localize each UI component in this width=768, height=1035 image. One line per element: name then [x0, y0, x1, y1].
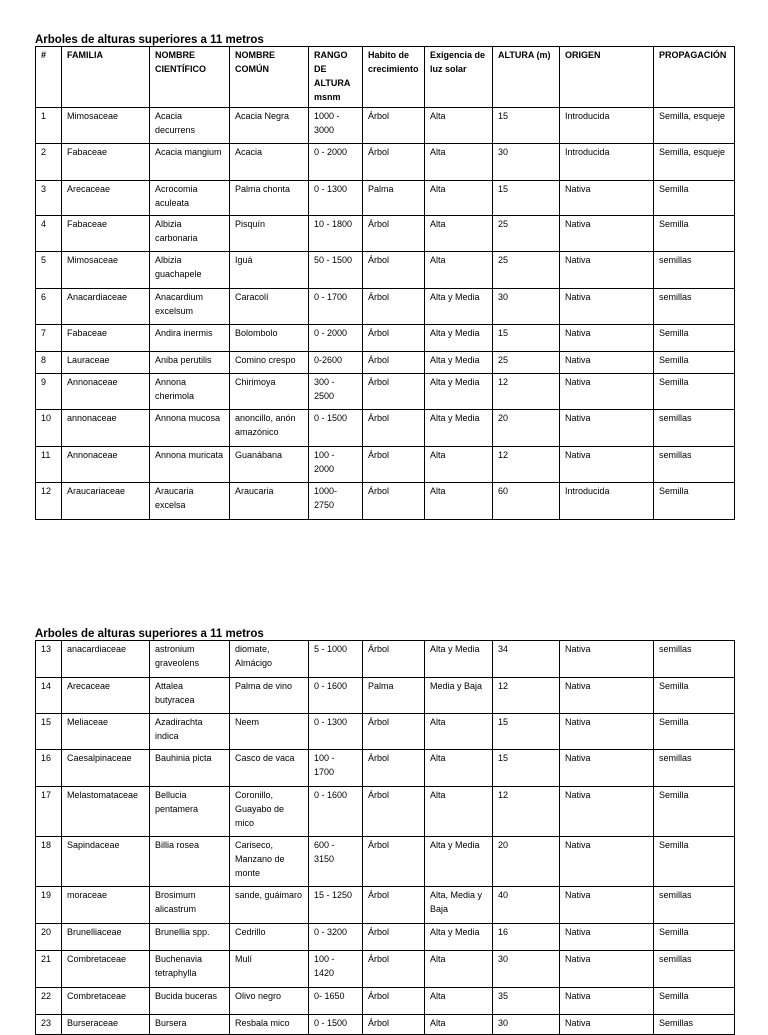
cell-common-name: Palma chonta [230, 181, 309, 216]
cell-origin: Nativa [560, 410, 654, 447]
cell-scientific-name: Albizia carbonaria [150, 216, 230, 252]
cell-altitude-range: 0 - 1700 [309, 289, 363, 325]
cell-family: Anacardiaceae [62, 289, 150, 325]
cell-altitude-range: 0 - 1300 [309, 181, 363, 216]
cell-light-requirement: Alta [425, 787, 493, 837]
table-row [36, 887, 735, 924]
cell-family: moraceae [62, 887, 150, 924]
cell-number: 20 [36, 924, 62, 951]
cell-growth-habit: Árbol [363, 887, 425, 924]
cell-propagation: Semilla [654, 483, 735, 520]
cell-scientific-name: Andira inermis [150, 325, 230, 352]
cell-propagation: Semillas [654, 1015, 735, 1035]
cell-family: Fabaceae [62, 325, 150, 352]
cell-altitude-range: 600 - 3150 [309, 837, 363, 887]
cell-growth-habit: Árbol [363, 750, 425, 787]
header-scientific-name: NOMBRE CIENTÍFICO [150, 47, 230, 108]
cell-height: 15 [493, 108, 560, 144]
cell-origin: Nativa [560, 1015, 654, 1035]
cell-family: Annonaceae [62, 374, 150, 410]
cell-number: 3 [36, 181, 62, 216]
cell-scientific-name: Annona cherimola [150, 374, 230, 410]
cell-height: 35 [493, 988, 560, 1015]
cell-altitude-range: 0 - 1300 [309, 714, 363, 750]
cell-number: 13 [36, 641, 62, 678]
cell-height: 15 [493, 714, 560, 750]
cell-common-name: Mulí [230, 951, 309, 988]
cell-light-requirement: Alta [425, 750, 493, 787]
cell-light-requirement: Alta y Media [425, 289, 493, 325]
cell-common-name: Guanábana [230, 447, 309, 483]
cell-common-name: anoncillo, anón amazónico [230, 410, 309, 447]
cell-number: 15 [36, 714, 62, 750]
cell-scientific-name: astronium graveolens [150, 641, 230, 678]
cell-scientific-name: Annona mucosa [150, 410, 230, 447]
cell-light-requirement: Alta [425, 216, 493, 252]
cell-growth-habit: Árbol [363, 1015, 425, 1035]
cell-propagation: semillas [654, 951, 735, 988]
cell-growth-habit: Árbol [363, 289, 425, 325]
cell-growth-habit: Árbol [363, 787, 425, 837]
cell-propagation: semillas [654, 887, 735, 924]
cell-altitude-range: 0-2600 [309, 352, 363, 374]
header-propagation: PROPAGACIÓN [654, 47, 735, 108]
header-common-name: NOMBRE COMÚN [230, 47, 309, 108]
cell-height: 12 [493, 447, 560, 483]
cell-origin: Nativa [560, 678, 654, 714]
cell-origin: Nativa [560, 988, 654, 1015]
cell-height: 12 [493, 374, 560, 410]
cell-origin: Introducida [560, 483, 654, 520]
cell-origin: Nativa [560, 951, 654, 988]
cell-scientific-name: Azadirachta indica [150, 714, 230, 750]
cell-origin: Introducida [560, 108, 654, 144]
cell-propagation: Semilla [654, 714, 735, 750]
cell-common-name: Neem [230, 714, 309, 750]
cell-height: 30 [493, 144, 560, 181]
cell-common-name: Caracolí [230, 289, 309, 325]
cell-common-name: Comino crespo [230, 352, 309, 374]
cell-height: 25 [493, 252, 560, 289]
cell-propagation: Semilla [654, 988, 735, 1015]
table-row [36, 325, 735, 352]
cell-altitude-range: 0 - 1500 [309, 410, 363, 447]
cell-height: 30 [493, 1015, 560, 1035]
cell-height: 60 [493, 483, 560, 520]
cell-light-requirement: Alta [425, 988, 493, 1015]
cell-number: 21 [36, 951, 62, 988]
cell-height: 25 [493, 216, 560, 252]
cell-scientific-name: Aniba perutilis [150, 352, 230, 374]
table-row [36, 678, 735, 714]
cell-altitude-range: 100 - 1700 [309, 750, 363, 787]
cell-height: 20 [493, 837, 560, 887]
cell-height: 12 [493, 678, 560, 714]
cell-light-requirement: Alta, Media y Baja [425, 887, 493, 924]
cell-scientific-name: Albizia guachapele [150, 252, 230, 289]
cell-family: Meliaceae [62, 714, 150, 750]
cell-altitude-range: 5 - 1000 [309, 641, 363, 678]
cell-altitude-range: 10 - 1800 [309, 216, 363, 252]
cell-number: 14 [36, 678, 62, 714]
cell-number: 12 [36, 483, 62, 520]
cell-height: 25 [493, 352, 560, 374]
cell-origin: Nativa [560, 641, 654, 678]
cell-number: 17 [36, 787, 62, 837]
cell-family: Fabaceae [62, 144, 150, 181]
cell-family: anacardiaceae [62, 641, 150, 678]
cell-scientific-name: Acacia decurrens [150, 108, 230, 144]
table-row [36, 447, 735, 483]
trees-table-2 [35, 640, 735, 1035]
cell-propagation: Semilla [654, 678, 735, 714]
cell-common-name: Acacia Negra [230, 108, 309, 144]
table-row [36, 216, 735, 252]
cell-origin: Nativa [560, 787, 654, 837]
cell-growth-habit: Árbol [363, 410, 425, 447]
cell-origin: Nativa [560, 181, 654, 216]
cell-common-name: Chirimoya [230, 374, 309, 410]
cell-growth-habit: Árbol [363, 924, 425, 951]
cell-family: Mimosaceae [62, 252, 150, 289]
cell-family: Arecaceae [62, 181, 150, 216]
cell-common-name: Araucaria [230, 483, 309, 520]
cell-number: 6 [36, 289, 62, 325]
table-row [36, 410, 735, 447]
cell-family: Mimosaceae [62, 108, 150, 144]
cell-growth-habit: Árbol [363, 641, 425, 678]
cell-light-requirement: Alta [425, 1015, 493, 1035]
cell-number: 7 [36, 325, 62, 352]
header-altitude-range: RANGO DE ALTURA msnm [309, 47, 363, 108]
cell-origin: Nativa [560, 714, 654, 750]
cell-height: 15 [493, 325, 560, 352]
table-row [36, 787, 735, 837]
cell-common-name: Resbala mico [230, 1015, 309, 1035]
cell-altitude-range: 0 - 2000 [309, 144, 363, 181]
cell-altitude-range: 0- 1650 [309, 988, 363, 1015]
table-row [36, 714, 735, 750]
table-row [36, 750, 735, 787]
cell-family: Arecaceae [62, 678, 150, 714]
cell-growth-habit: Árbol [363, 483, 425, 520]
cell-height: 34 [493, 641, 560, 678]
cell-scientific-name: Acacia mangium [150, 144, 230, 181]
cell-common-name: Coronillo, Guayabo de mico [230, 787, 309, 837]
cell-growth-habit: Árbol [363, 374, 425, 410]
cell-altitude-range: 50 - 1500 [309, 252, 363, 289]
cell-common-name: Casco de vaca [230, 750, 309, 787]
cell-origin: Nativa [560, 887, 654, 924]
cell-propagation: semillas [654, 750, 735, 787]
cell-family: Melastomataceae [62, 787, 150, 837]
cell-number: 10 [36, 410, 62, 447]
cell-growth-habit: Árbol [363, 144, 425, 181]
cell-altitude-range: 0 - 1600 [309, 678, 363, 714]
cell-family: Annonaceae [62, 447, 150, 483]
cell-altitude-range: 1000- 2750 [309, 483, 363, 520]
cell-common-name: Olivo negro [230, 988, 309, 1015]
cell-origin: Nativa [560, 924, 654, 951]
cell-propagation: semillas [654, 410, 735, 447]
cell-light-requirement: Alta [425, 252, 493, 289]
table-header-row [36, 47, 735, 108]
section-title: Arboles de alturas superiores a 11 metros [35, 34, 264, 46]
cell-common-name: Cariseco, Manzano de monte [230, 837, 309, 887]
cell-growth-habit: Árbol [363, 352, 425, 374]
cell-height: 16 [493, 924, 560, 951]
cell-scientific-name: Billia rosea [150, 837, 230, 887]
cell-family: Combretaceae [62, 988, 150, 1015]
cell-altitude-range: 15 - 1250 [309, 887, 363, 924]
cell-height: 30 [493, 289, 560, 325]
cell-growth-habit: Árbol [363, 447, 425, 483]
cell-light-requirement: Alta y Media [425, 374, 493, 410]
cell-scientific-name: Bauhinia picta [150, 750, 230, 787]
cell-scientific-name: Annona muricata [150, 447, 230, 483]
table-row [36, 951, 735, 988]
cell-origin: Nativa [560, 447, 654, 483]
cell-altitude-range: 100 - 1420 [309, 951, 363, 988]
cell-number: 19 [36, 887, 62, 924]
cell-number: 8 [36, 352, 62, 374]
cell-number: 11 [36, 447, 62, 483]
cell-origin: Nativa [560, 837, 654, 887]
cell-number: 9 [36, 374, 62, 410]
table-row [36, 181, 735, 216]
cell-altitude-range: 300 - 2500 [309, 374, 363, 410]
table-row [36, 252, 735, 289]
table-row [36, 108, 735, 144]
cell-propagation: Semilla [654, 216, 735, 252]
table-row [36, 289, 735, 325]
cell-altitude-range: 0 - 1500 [309, 1015, 363, 1035]
cell-common-name: Acacia [230, 144, 309, 181]
cell-light-requirement: Alta [425, 951, 493, 988]
cell-propagation: Semilla [654, 924, 735, 951]
cell-growth-habit: Palma [363, 678, 425, 714]
table-row [36, 144, 735, 181]
cell-number: 18 [36, 837, 62, 887]
cell-growth-habit: Árbol [363, 837, 425, 887]
cell-height: 12 [493, 787, 560, 837]
cell-light-requirement: Alta y Media [425, 352, 493, 374]
cell-growth-habit: Árbol [363, 108, 425, 144]
cell-height: 15 [493, 181, 560, 216]
cell-scientific-name: Bursera [150, 1015, 230, 1035]
cell-family: Lauraceae [62, 352, 150, 374]
cell-common-name: Bolombolo [230, 325, 309, 352]
cell-propagation: Semilla [654, 352, 735, 374]
cell-light-requirement: Alta [425, 714, 493, 750]
cell-origin: Introducida [560, 144, 654, 181]
cell-growth-habit: Árbol [363, 216, 425, 252]
cell-common-name: diomate, Almácigo [230, 641, 309, 678]
header-origin: ORIGEN [560, 47, 654, 108]
cell-scientific-name: Araucaria excelsa [150, 483, 230, 520]
cell-origin: Nativa [560, 252, 654, 289]
cell-altitude-range: 0 - 3200 [309, 924, 363, 951]
cell-propagation: Semilla [654, 787, 735, 837]
cell-scientific-name: Bellucia pentamera [150, 787, 230, 837]
cell-propagation: Semilla [654, 374, 735, 410]
cell-growth-habit: Árbol [363, 988, 425, 1015]
table-row [36, 641, 735, 678]
cell-light-requirement: Alta y Media [425, 410, 493, 447]
cell-height: 20 [493, 410, 560, 447]
cell-propagation: Semilla, esqueje [654, 108, 735, 144]
cell-light-requirement: Alta y Media [425, 325, 493, 352]
cell-light-requirement: Alta y Media [425, 837, 493, 887]
cell-light-requirement: Alta y Media [425, 924, 493, 951]
cell-number: 16 [36, 750, 62, 787]
cell-origin: Nativa [560, 325, 654, 352]
table-row [36, 924, 735, 951]
cell-family: Combretaceae [62, 951, 150, 988]
cell-growth-habit: Palma [363, 181, 425, 216]
cell-number: 22 [36, 988, 62, 1015]
cell-altitude-range: 100 - 2000 [309, 447, 363, 483]
cell-height: 30 [493, 951, 560, 988]
header-number: # [36, 47, 62, 108]
cell-family: Sapindaceae [62, 837, 150, 887]
cell-height: 40 [493, 887, 560, 924]
cell-propagation: Semilla [654, 837, 735, 887]
cell-scientific-name: Acrocomia aculeata [150, 181, 230, 216]
cell-family: Araucariaceae [62, 483, 150, 520]
cell-growth-habit: Árbol [363, 951, 425, 988]
cell-altitude-range: 0 - 2000 [309, 325, 363, 352]
cell-growth-habit: Árbol [363, 252, 425, 289]
cell-scientific-name: Buchenavia tetraphylla [150, 951, 230, 988]
table-row [36, 837, 735, 887]
cell-altitude-range: 0 - 1600 [309, 787, 363, 837]
cell-scientific-name: Anacardium excelsum [150, 289, 230, 325]
cell-light-requirement: Alta [425, 108, 493, 144]
table-row [36, 374, 735, 410]
cell-number: 4 [36, 216, 62, 252]
cell-origin: Nativa [560, 216, 654, 252]
trees-table-1 [35, 46, 735, 520]
cell-light-requirement: Media y Baja [425, 678, 493, 714]
cell-origin: Nativa [560, 352, 654, 374]
cell-origin: Nativa [560, 374, 654, 410]
cell-altitude-range: 1000 - 3000 [309, 108, 363, 144]
cell-common-name: Cedrillo [230, 924, 309, 951]
cell-height: 15 [493, 750, 560, 787]
table-row [36, 988, 735, 1015]
cell-propagation: semillas [654, 641, 735, 678]
cell-growth-habit: Árbol [363, 325, 425, 352]
cell-family: Brunelliaceae [62, 924, 150, 951]
cell-family: Burseraceae [62, 1015, 150, 1035]
table-row [36, 1015, 735, 1035]
cell-common-name: Iguá [230, 252, 309, 289]
cell-light-requirement: Alta y Media [425, 641, 493, 678]
cell-light-requirement: Alta [425, 181, 493, 216]
header-family: FAMILIA [62, 47, 150, 108]
cell-propagation: semillas [654, 252, 735, 289]
cell-common-name: Pisquín [230, 216, 309, 252]
table-row [36, 483, 735, 520]
cell-common-name: sande, guáimaro [230, 887, 309, 924]
cell-scientific-name: Brosimum alicastrum [150, 887, 230, 924]
header-growth-habit: Habito de crecimiento [363, 47, 425, 108]
cell-propagation: Semilla, esqueje [654, 144, 735, 181]
header-height: ALTURA (m) [493, 47, 560, 108]
cell-origin: Nativa [560, 289, 654, 325]
cell-common-name: Palma de vino [230, 678, 309, 714]
cell-number: 1 [36, 108, 62, 144]
table-row [36, 352, 735, 374]
header-light-requirement: Exigencia de luz solar [425, 47, 493, 108]
cell-number: 5 [36, 252, 62, 289]
cell-scientific-name: Brunellia spp. [150, 924, 230, 951]
cell-light-requirement: Alta [425, 447, 493, 483]
cell-propagation: Semilla [654, 181, 735, 216]
cell-propagation: semillas [654, 289, 735, 325]
cell-growth-habit: Árbol [363, 714, 425, 750]
cell-scientific-name: Attalea butyracea [150, 678, 230, 714]
cell-family: Fabaceae [62, 216, 150, 252]
cell-light-requirement: Alta [425, 144, 493, 181]
section-title: Arboles de alturas superiores a 11 metros [35, 628, 264, 640]
cell-light-requirement: Alta [425, 483, 493, 520]
cell-number: 23 [36, 1015, 62, 1035]
cell-number: 2 [36, 144, 62, 181]
cell-family: annonaceae [62, 410, 150, 447]
cell-family: Caesalpinaceae [62, 750, 150, 787]
cell-propagation: semillas [654, 447, 735, 483]
cell-scientific-name: Bucida buceras [150, 988, 230, 1015]
cell-origin: Nativa [560, 750, 654, 787]
cell-propagation: Semilla [654, 325, 735, 352]
